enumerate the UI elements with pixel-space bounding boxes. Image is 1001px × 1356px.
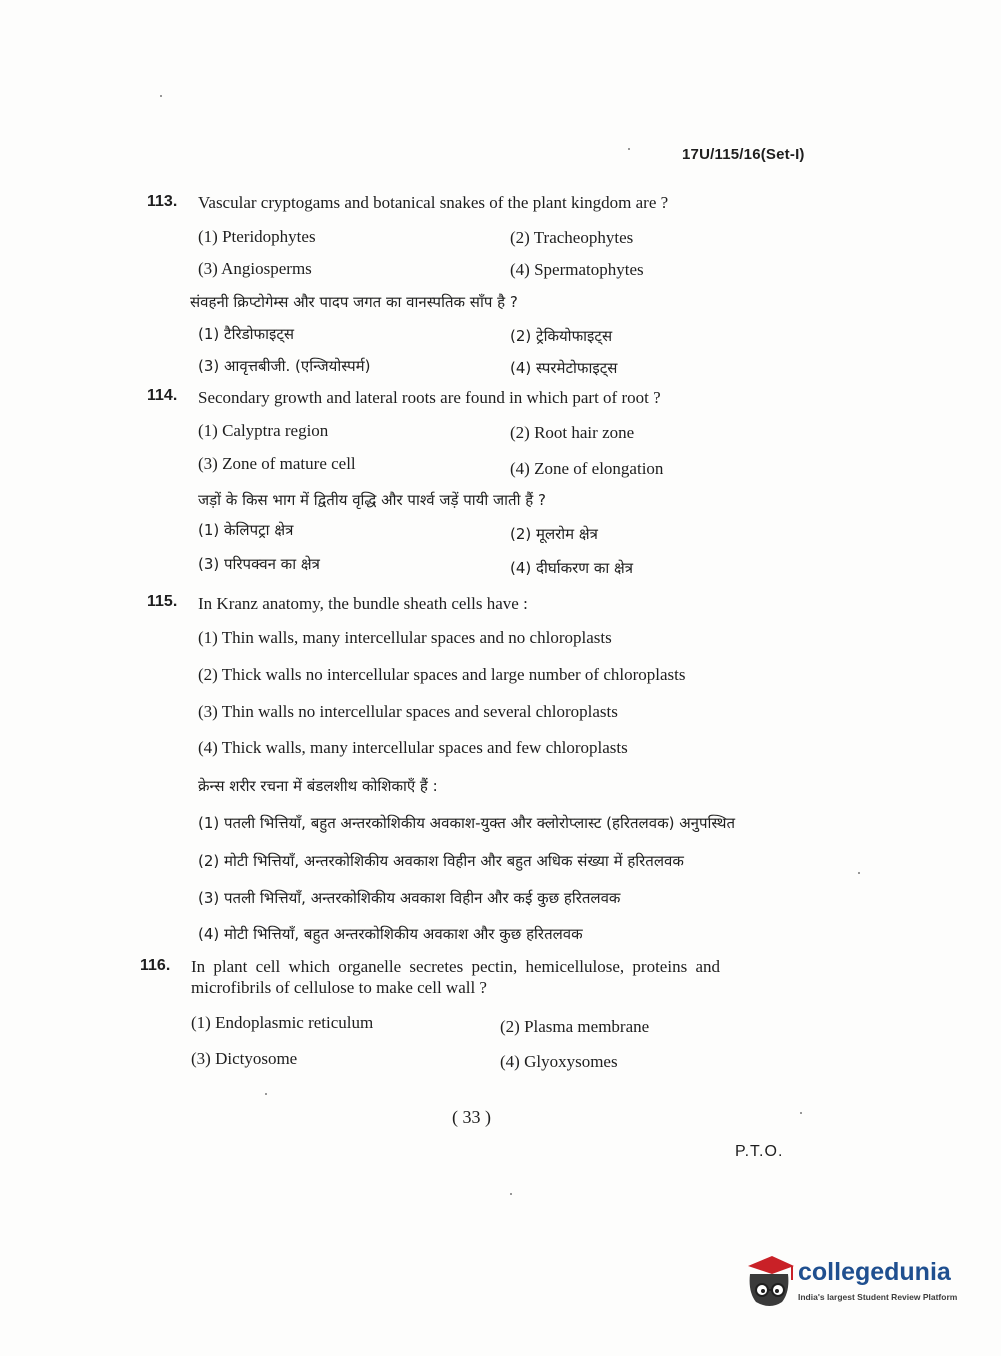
logo-wordmark: collegedunia [798,1258,951,1286]
question-text-hi: जड़ों के किस भाग में द्वितीय वृद्धि और पार्श्व जड़ें पायी जाती हैं ? [198,491,546,509]
option-en-4: (4) Thick walls, many intercellular spaces and few chloroplasts [198,738,628,757]
scan-speck [510,1193,512,1195]
option-en-3: (3) Thin walls no intercellular spaces and several chloroplasts [198,702,618,721]
option-hi-1: (1) पतली भित्तियाँ, बहुत अन्तरकोशिकीय अवकाश-युक्त और क्लोरोप्लास्ट (हरितलवक) अनुपस्थित [198,814,736,832]
pto-label: P.T.O. [735,1143,784,1160]
option-hi-3: (3) आवृत्तबीजी. (एन्जियोस्पर्म) [198,357,371,375]
option-en-2: (2) Tracheophytes [510,228,634,247]
option-en-2: (2) Thick walls no intercellular spaces and large number of chloroplasts [198,665,686,684]
option-hi-4: (4) स्परमेटोफाइट्स [510,359,618,377]
question-number: 116. [140,957,171,974]
option-hi-2: (2) मोटी भित्तियाँ, अन्तरकोशिकीय अवकाश विहीन और बहुत अधिक संख्या में हरितलवक [198,852,684,870]
question-number: 115. [147,593,178,610]
question-text-hi: क्रेन्स शरीर रचना में बंडलशीथ कोशिकाएँ हैं : [198,777,438,795]
scan-speck [800,1112,802,1114]
scan-speck [160,95,162,97]
option-hi-3: (3) परिपक्वन का क्षेत्र [198,555,320,573]
option-hi-4: (4) दीर्घाकरण का क्षेत्र [510,559,634,577]
mascot-icon [742,1252,796,1310]
scan-speck [858,872,860,874]
option-en-1: (1) Endoplasmic reticulum [191,1013,374,1032]
question-text-en: In Kranz anatomy, the bundle sheath cells have : [198,594,528,613]
option-en-3: (3) Zone of mature cell [198,454,356,473]
question-text-en-line1: In plant cell which organelle secretes pectin, hemicellulose, proteins and [191,957,720,976]
option-en-4: (4) Zone of elongation [510,459,664,478]
option-en-2: (2) Plasma membrane [500,1017,650,1036]
scan-speck [628,148,630,150]
option-hi-3: (3) पतली भित्तियाँ, अन्तरकोशिकीय अवकाश विहीन और कई कुछ हरितलवक [198,889,621,907]
option-en-1: (1) Thin walls, many intercellular spaces and no chloroplasts [198,628,612,647]
option-en-4: (4) Glyoxysomes [500,1052,618,1071]
option-en-1: (1) Pteridophytes [198,227,316,246]
option-hi-1: (1) टैरिडोफाइट्स [198,325,295,343]
option-hi-1: (1) केलिपट्रा क्षेत्र [198,521,294,539]
option-hi-2: (2) मूलरोम क्षेत्र [510,525,598,543]
option-hi-4: (4) मोटी भित्तियाँ, बहुत अन्तरकोशिकीय अवकाश और कुछ हरितलवक [198,925,583,943]
option-en-1: (1) Calyptra region [198,421,329,440]
question-text-hi: संवहनी क्रिप्टोगेम्स और पादप जगत का वानस्पतिक साँप है ? [190,293,518,311]
question-number: 113. [147,193,178,210]
option-hi-2: (2) ट्रेकियोफाइट्स [510,327,613,345]
option-en-4: (4) Spermatophytes [510,260,644,279]
collegedunia-logo [742,1252,972,1312]
option-en-3: (3) Angiosperms [198,259,312,278]
question-text-en: Vascular cryptogams and botanical snakes of the plant kingdom are ? [198,193,669,212]
option-en-2: (2) Root hair zone [510,423,635,442]
page-number: ( 33 ) [452,1107,491,1127]
question-text-en-line2: microfibrils of cellulose to make cell wall ? [191,978,487,997]
question-text-en: Secondary growth and lateral roots are found in which part of root ? [198,388,661,407]
scan-speck [265,1093,267,1095]
paper-code: 17U/115/16(Set-I) [682,146,805,163]
question-number: 114. [147,387,178,404]
logo-tagline: India's largest Student Review Platform [798,1292,958,1302]
option-en-3: (3) Dictyosome [191,1049,298,1068]
